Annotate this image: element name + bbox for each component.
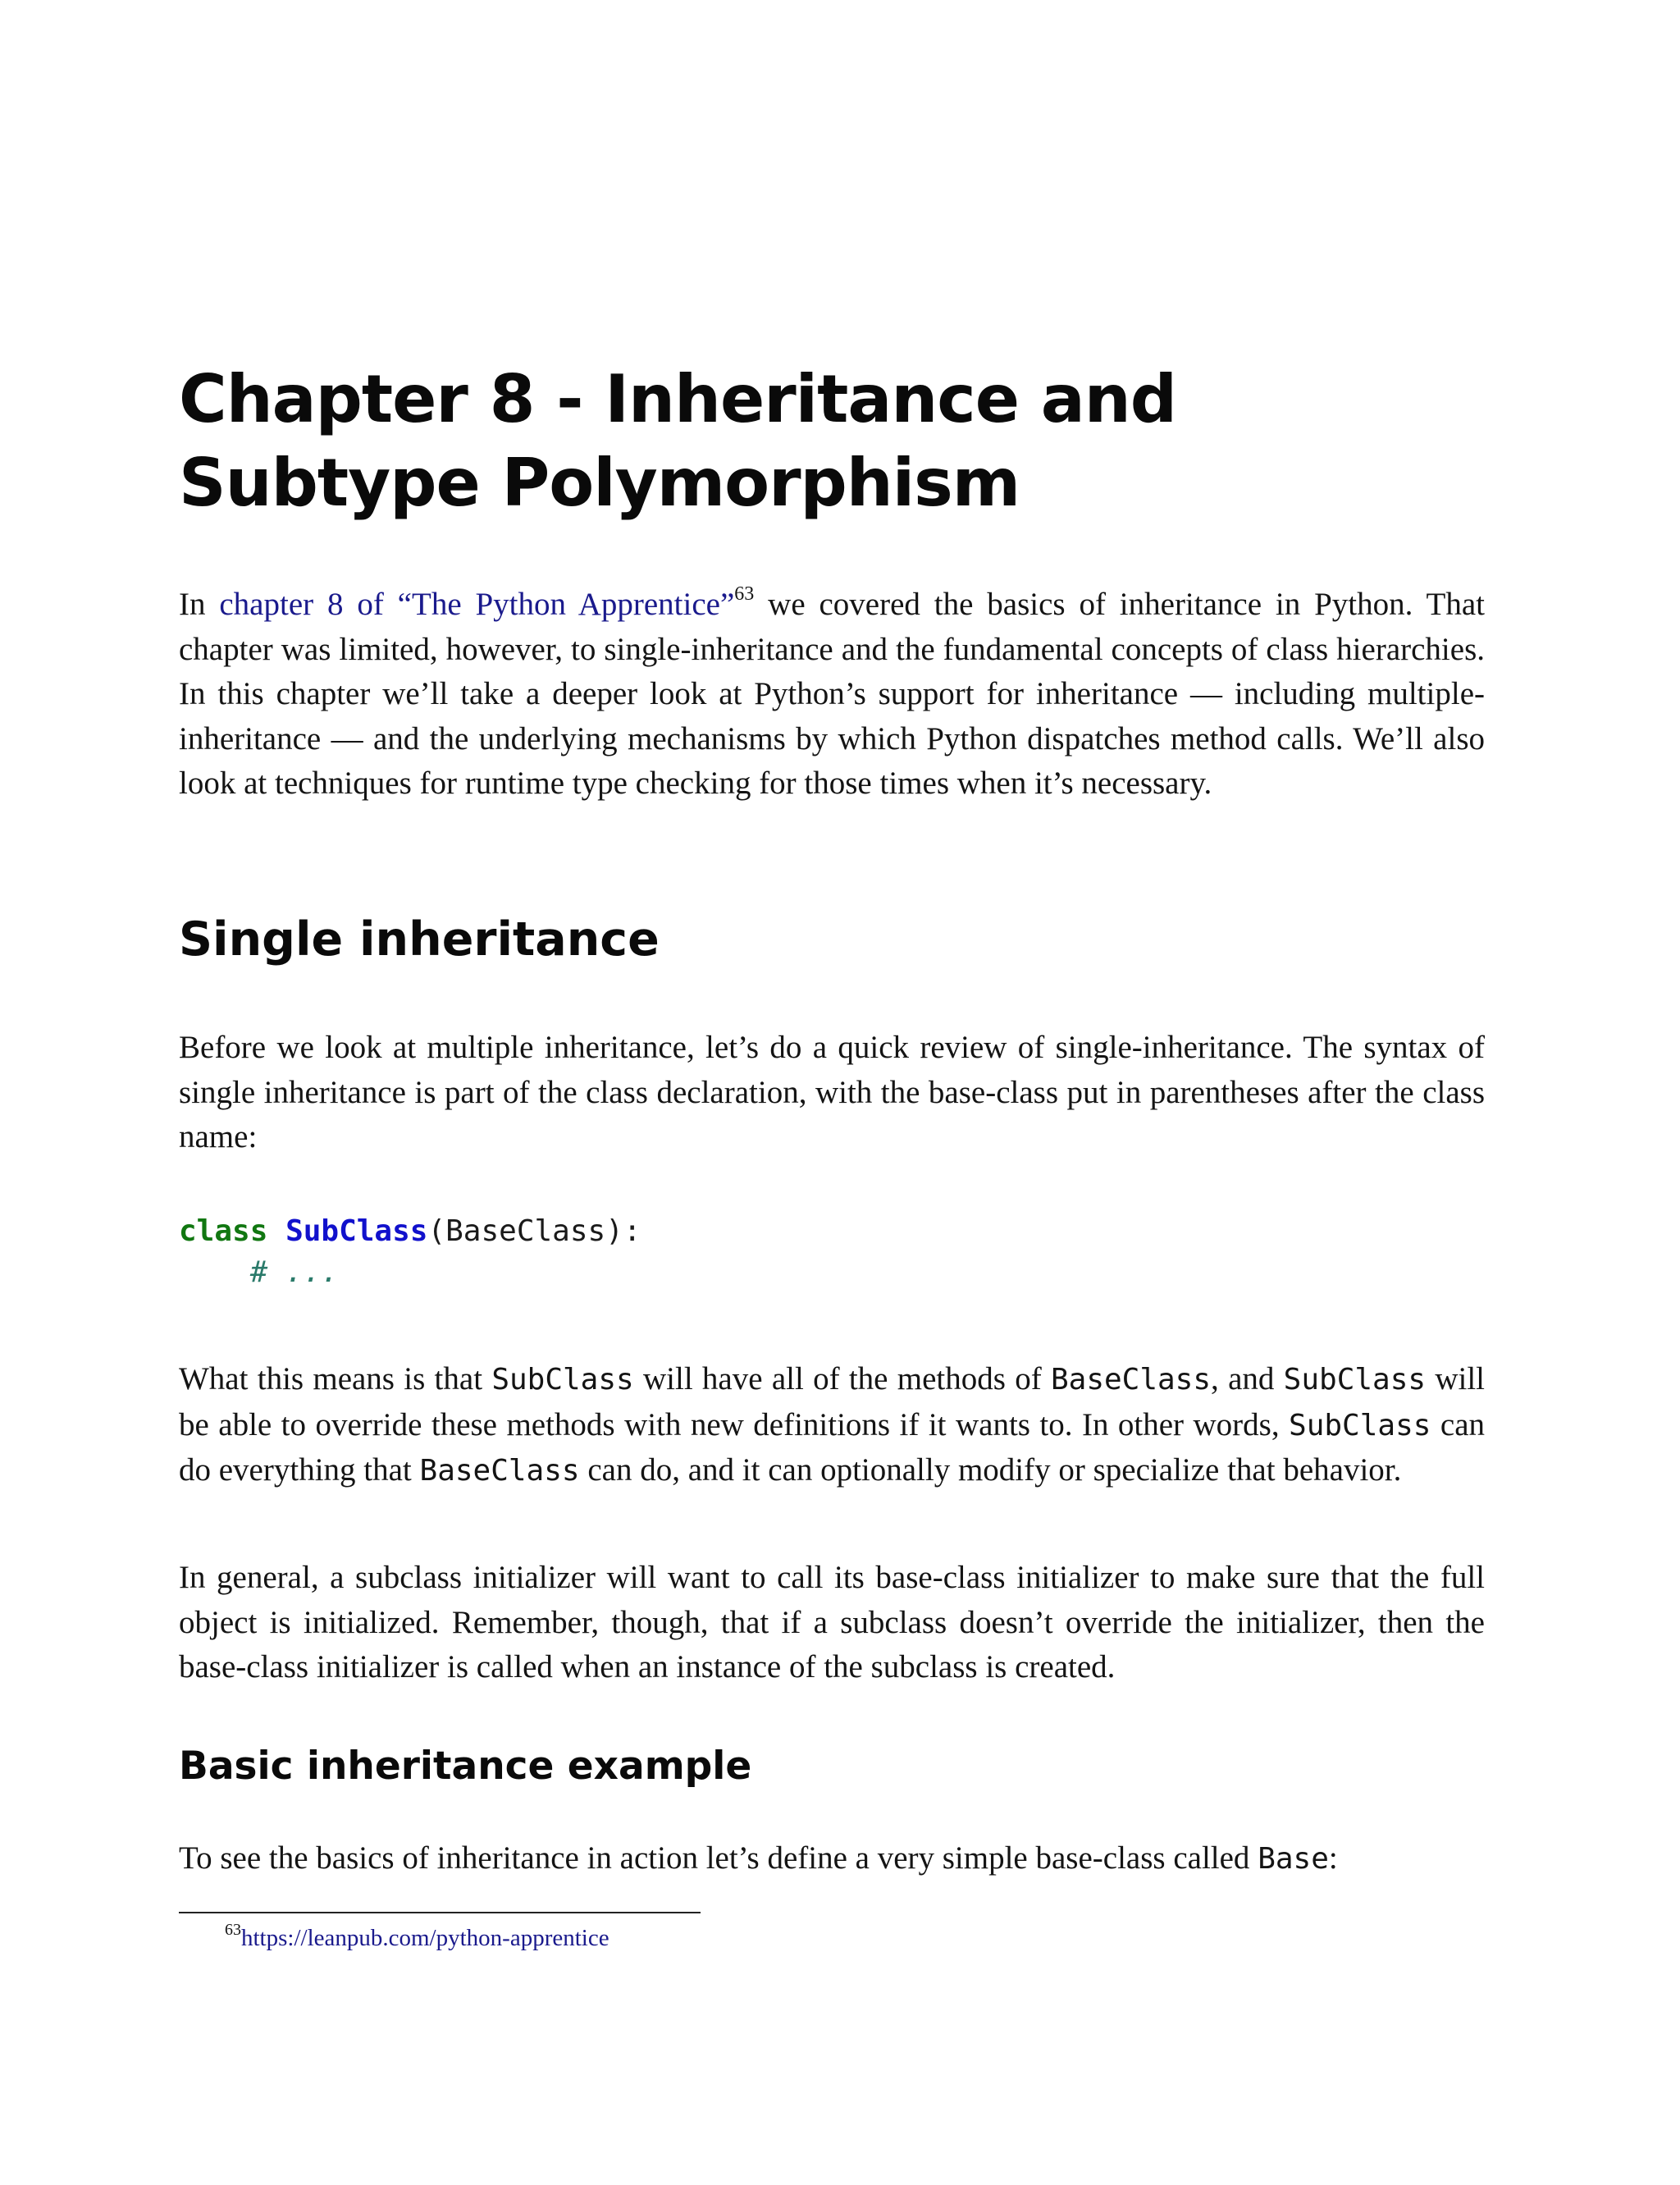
footnote-divider — [179, 1912, 701, 1913]
p3-text-5: can do everything that — [179, 1406, 1485, 1488]
p3-text-2: will have all of the methods of — [633, 1361, 1051, 1396]
footnote-number: 63 — [225, 1921, 241, 1940]
code-comment: # ... — [249, 1255, 340, 1289]
intro-lead: In — [179, 587, 220, 622]
footnote-ref[interactable]: 63 — [734, 583, 755, 605]
code-indent — [179, 1255, 250, 1289]
p3-text-3: , and — [1211, 1361, 1284, 1396]
inline-code-subclass: SubClass — [491, 1363, 634, 1396]
code-class-name: SubClass — [285, 1214, 428, 1248]
code-space — [267, 1214, 285, 1248]
code-rest: (BaseClass): — [427, 1214, 641, 1248]
inline-code-base: Base — [1258, 1842, 1329, 1876]
section-heading-basic-inheritance-example: Basic inheritance example — [179, 1744, 752, 1789]
code-block — [179, 1211, 641, 1293]
p3-text-4: will be able to override these methods with new definitions if it wants to. In other words, — [179, 1361, 1486, 1442]
section-heading-single-inheritance: Single inheritance — [179, 912, 660, 967]
python-apprentice-chapter-link[interactable]: chapter 8 of “The Python Apprentice” — [219, 587, 735, 622]
basic-example-paragraph — [179, 1836, 1485, 1882]
inline-code-subclass: SubClass — [1289, 1408, 1431, 1442]
inline-code-baseclass: BaseClass — [1050, 1363, 1212, 1396]
inline-code-subclass: SubClass — [1283, 1363, 1427, 1396]
subclass-explanation-paragraph — [179, 1357, 1485, 1494]
intro-paragraph — [179, 583, 1485, 807]
inline-code-baseclass: BaseClass — [419, 1454, 580, 1488]
p5-text: To see the basics of inheritance in action let’s define a very simple base-class called — [179, 1840, 1258, 1876]
code-keyword: class — [179, 1214, 268, 1248]
initializer-paragraph: In general, a subclass initializer will want to call its base-class initializer to make sure that the full object is initialized. Remember, though, that if a subclass doesn’t override the initializer, then the base-class initializer is called when an instance of the subclass is created. — [179, 1560, 1485, 1684]
chapter-title: Chapter 8 - Inheritance and Subtype Polymorphism — [179, 361, 1177, 521]
p3-text-6: can do, and it can optionally modify or specialize that behavior. — [579, 1452, 1402, 1488]
intro-rest: we covered the basics of inheritance in Python. That chapter was limited, however, to single-inheritance and the fundamental concepts of class hierarchies. In this chapter we’ll take a deeper look at Python’s support for inheritance — including multiple-inheritance — and the underlying mechanisms by which Python dispatches method calls. We’ll also look at techniques for runtime type checking for those times when it’s necessary. — [179, 587, 1485, 801]
footnote — [225, 1922, 609, 1954]
single-inheritance-paragraph: Before we look at multiple inheritance, let’s do a quick review of single-inheritance. The syntax of single inheritance is part of the class declaration, with the base-class put in parentheses after the class name: — [179, 1030, 1485, 1154]
p3-text-1: What this means is that — [179, 1361, 492, 1396]
p5-end: : — [1328, 1840, 1338, 1876]
footnote-url-link[interactable]: https://leanpub.com/python-apprentice — [241, 1925, 609, 1951]
